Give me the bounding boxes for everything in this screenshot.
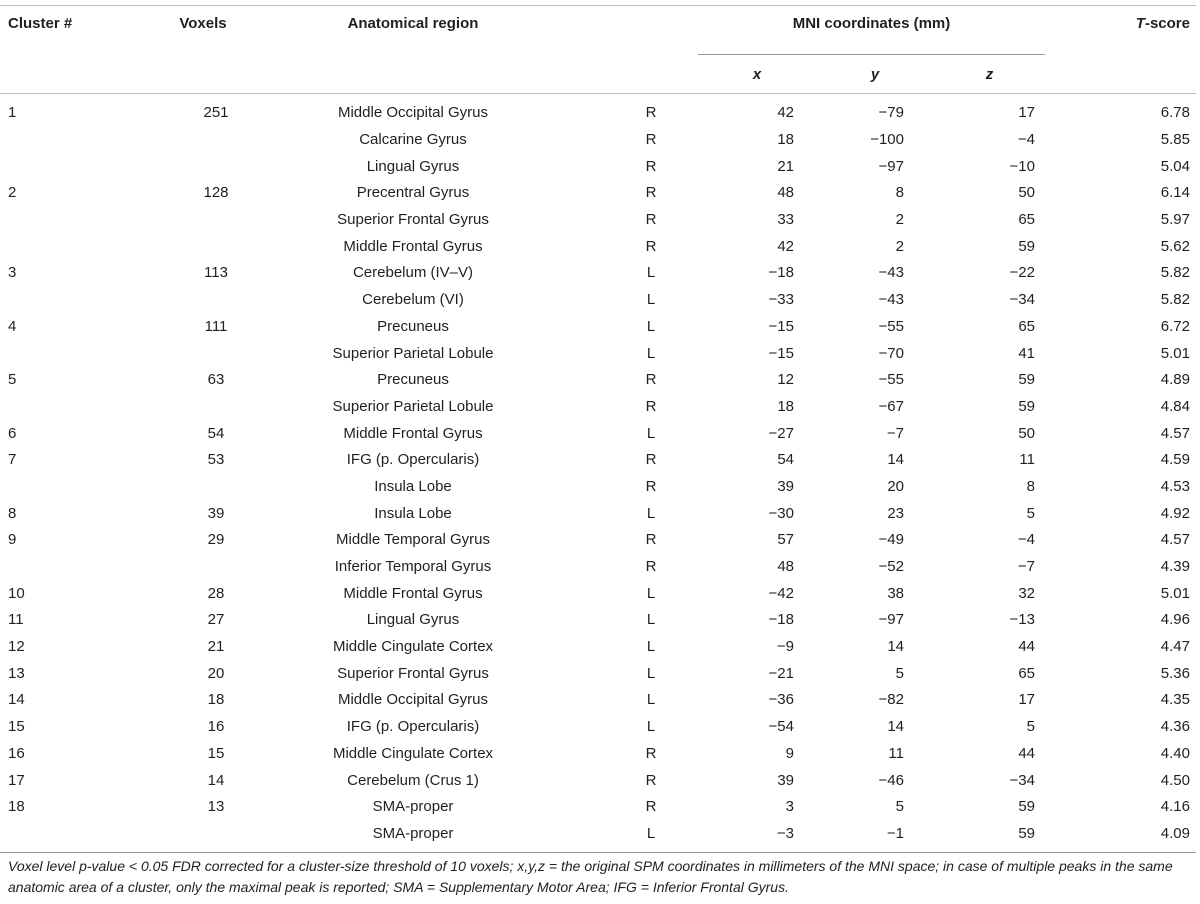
- table-row: [0, 741, 1196, 768]
- cell-cluster: 18: [8, 798, 25, 816]
- cell-z: −4: [1017, 531, 1035, 549]
- cell-region: Superior Frontal Gyrus: [337, 211, 489, 229]
- cell-y: −55: [878, 371, 904, 389]
- cell-y: 5: [895, 798, 904, 816]
- table-row: [0, 367, 1196, 394]
- cell-cluster: [0, 554, 118, 581]
- table-row: [0, 447, 1196, 474]
- cell-cluster: 11: [8, 611, 24, 629]
- cell-x: 39: [777, 477, 794, 495]
- cell-x: −21: [768, 664, 794, 682]
- cell-region: Cerebelum (Crus 1): [347, 771, 479, 789]
- cell-tscore: 4.16: [1160, 798, 1190, 816]
- table-row: [0, 153, 1196, 180]
- cell-y: −79: [878, 104, 904, 122]
- cell-region: Middle Cingulate Cortex: [332, 744, 494, 762]
- cell-region: Superior Parietal Lobule: [332, 397, 494, 415]
- cell-voxels: [118, 287, 288, 314]
- header-cluster: Cluster #: [8, 15, 73, 32]
- cell-gap: [1045, 340, 1085, 367]
- cell-z: 44: [1018, 638, 1035, 656]
- header-gap: [1045, 6, 1085, 56]
- cell-region: Cerebelum (VI): [362, 291, 464, 309]
- cell-y: −49: [878, 531, 904, 549]
- cell-cluster: 8: [8, 504, 17, 522]
- cell-x: 21: [777, 157, 794, 175]
- cell-region: SMA-proper: [372, 798, 454, 816]
- cell-voxels: 111: [204, 317, 228, 335]
- cell-y: 11: [888, 744, 904, 762]
- cell-tscore: 4.40: [1160, 744, 1190, 762]
- cell-y: −100: [870, 131, 904, 149]
- cell-hemisphere: L: [646, 317, 656, 335]
- cell-z: 59: [1018, 798, 1035, 816]
- cell-gap: [1045, 741, 1085, 768]
- cell-z: 8: [1026, 477, 1035, 495]
- cell-hemisphere: L: [646, 611, 656, 629]
- table-row: [0, 207, 1196, 234]
- cell-hemisphere: R: [645, 744, 657, 762]
- cell-tscore: 4.57: [1160, 531, 1190, 549]
- cell-x: −15: [768, 344, 794, 362]
- cell-hemisphere: R: [645, 451, 657, 469]
- cell-hemisphere: R: [645, 798, 657, 816]
- cell-x: −18: [768, 611, 794, 629]
- cell-voxels: [118, 233, 288, 260]
- cell-cluster: [0, 821, 118, 853]
- cell-y: −82: [878, 691, 904, 709]
- cell-x: 33: [777, 211, 794, 229]
- cell-y: −52: [878, 558, 904, 576]
- table-row: [0, 554, 1196, 581]
- cell-hemisphere: L: [646, 424, 656, 442]
- cell-cluster: [0, 127, 118, 154]
- cell-x: 42: [777, 237, 794, 255]
- cell-region: Lingual Gyrus: [366, 157, 460, 175]
- cell-x: 39: [777, 771, 794, 789]
- cell-gap: [1045, 714, 1085, 741]
- cell-z: 5: [1026, 718, 1035, 736]
- header-z: z: [985, 65, 994, 83]
- cell-x: 42: [777, 104, 794, 122]
- table-row: [0, 233, 1196, 260]
- cell-gap: [1045, 260, 1085, 287]
- cell-gap: [1045, 687, 1085, 714]
- cell-voxels: [118, 821, 288, 853]
- cell-x: −33: [768, 291, 794, 309]
- cell-region: Middle Frontal Gyrus: [343, 584, 483, 602]
- header-tscore-t: T: [1135, 15, 1145, 32]
- cell-voxels: 21: [207, 638, 225, 656]
- cell-gap: [1045, 127, 1085, 154]
- cell-cluster: [0, 207, 118, 234]
- cell-hemisphere: L: [538, 821, 698, 853]
- cell-cluster: 16: [8, 744, 25, 762]
- table-row: [0, 821, 1196, 853]
- table-row: [0, 394, 1196, 421]
- cell-x: 57: [777, 531, 794, 549]
- header-tscore-rest: -score: [1144, 15, 1190, 32]
- cell-x: 18: [777, 397, 794, 415]
- cell-region: Middle Occipital Gyrus: [337, 104, 489, 122]
- cell-z: 59: [1018, 397, 1035, 415]
- cell-hemisphere: R: [645, 531, 657, 549]
- cell-gap: [1045, 233, 1085, 260]
- cell-region: Superior Frontal Gyrus: [337, 664, 489, 682]
- cell-tscore: 5.62: [1160, 237, 1190, 255]
- header-hemisphere: [538, 6, 698, 56]
- cell-x: −42: [768, 584, 794, 602]
- table-row: [0, 180, 1196, 207]
- cell-z: 50: [1018, 424, 1035, 442]
- cell-cluster: [0, 233, 118, 260]
- cell-x: −54: [768, 718, 794, 736]
- cell-hemisphere: R: [645, 237, 657, 255]
- cell-y: 2: [895, 211, 904, 229]
- cell-gap: [1045, 367, 1085, 394]
- cell-y: 5: [895, 664, 904, 682]
- cell-region: Inferior Temporal Gyrus: [334, 558, 492, 576]
- cell-x: −36: [768, 691, 794, 709]
- cell-cluster: [0, 287, 118, 314]
- cell-x: 48: [777, 558, 794, 576]
- table-row: [0, 287, 1196, 314]
- cell-z: 32: [1018, 584, 1035, 602]
- cell-voxels: [118, 207, 288, 234]
- cell-voxels: [118, 340, 288, 367]
- header-voxels: Voxels: [179, 15, 227, 32]
- cell-hemisphere: R: [645, 104, 657, 122]
- cell-hemisphere: L: [646, 638, 656, 656]
- cell-tscore: 4.92: [1160, 504, 1190, 522]
- table-body: [0, 94, 1196, 853]
- cell-region: Insula Lobe: [374, 477, 452, 495]
- cell-hemisphere: R: [645, 184, 657, 202]
- cell-hemisphere: L: [646, 691, 656, 709]
- cell-region: Cerebelum (IV–V): [352, 264, 474, 282]
- cell-gap: [1045, 394, 1085, 421]
- cell-tscore: 4.53: [1160, 477, 1190, 495]
- cell-cluster: 12: [8, 638, 25, 656]
- header-region: Anatomical region: [347, 15, 479, 32]
- cell-y: −67: [878, 397, 904, 415]
- cell-z: −7: [1017, 558, 1035, 576]
- cell-hemisphere: L: [646, 584, 656, 602]
- cell-gap: [1045, 474, 1085, 501]
- cell-region: Calcarine Gyrus: [359, 131, 467, 149]
- cell-voxels: [118, 127, 288, 154]
- cell-cluster: 17: [8, 771, 25, 789]
- cell-voxels: [118, 554, 288, 581]
- table-footnote: Voxel level p-value < 0.05 FDR corrected for a cluster-size threshold of 10 voxels; x,y,z = the original SPM coordinates in millimeters of the MNI space; in case of multiple peaks in the same anatomic area of a cluster, only the maximal peak is reported; SMA = Supplementary Motor Area; IFG = Inferior Frontal Gyrus.: [8, 858, 1173, 895]
- table-row: [0, 260, 1196, 287]
- cell-cluster: 1: [8, 104, 17, 122]
- cell-z: −10: [1009, 157, 1035, 175]
- cell-hemisphere: L: [646, 291, 656, 309]
- cell-voxels: 29: [207, 531, 225, 549]
- cell-z: −34: [1009, 291, 1035, 309]
- cell-gap: [1045, 527, 1085, 554]
- header-x: x: [752, 65, 762, 83]
- cell-gap: [1045, 554, 1085, 581]
- table-row: [0, 580, 1196, 607]
- cell-x: −3: [698, 821, 816, 853]
- cell-region: IFG (p. Opercularis): [346, 718, 480, 736]
- table-row: [0, 94, 1196, 127]
- table-row: [0, 660, 1196, 687]
- cell-voxels: 113: [204, 264, 228, 282]
- cell-voxels: 20: [207, 664, 225, 682]
- cell-tscore: 4.59: [1160, 451, 1190, 469]
- cell-gap: [1045, 821, 1085, 853]
- cell-voxels: [118, 394, 288, 421]
- cell-y: 14: [887, 451, 904, 469]
- cell-gap: [1045, 580, 1085, 607]
- cell-y: −46: [878, 771, 904, 789]
- cell-gap: [1045, 287, 1085, 314]
- table-row: [0, 340, 1196, 367]
- cell-cluster: [0, 153, 118, 180]
- cell-tscore: 5.97: [1160, 211, 1190, 229]
- cell-y: 38: [887, 584, 904, 602]
- cell-z: 50: [1018, 184, 1035, 202]
- cell-z: 59: [1018, 371, 1035, 389]
- table-row: [0, 527, 1196, 554]
- cell-y: −70: [878, 344, 904, 362]
- cell-x: −18: [768, 264, 794, 282]
- cell-y: −1: [816, 821, 934, 853]
- cell-tscore: 4.47: [1160, 638, 1190, 656]
- cell-z: 59: [1018, 237, 1035, 255]
- cell-y: −97: [878, 157, 904, 175]
- cell-z: 41: [1018, 344, 1035, 362]
- cell-x: −27: [768, 424, 794, 442]
- cell-z: −13: [1009, 611, 1035, 629]
- cell-z: 11: [1019, 451, 1035, 469]
- cell-voxels: [118, 153, 288, 180]
- cell-tscore: 5.01: [1160, 584, 1190, 602]
- cell-z: −34: [1009, 771, 1035, 789]
- cell-region: Superior Parietal Lobule: [332, 344, 494, 362]
- table-row: [0, 767, 1196, 794]
- cell-gap: [1045, 447, 1085, 474]
- table-row: [0, 314, 1196, 341]
- cell-region: Middle Cingulate Cortex: [332, 638, 494, 656]
- cell-voxels: 39: [207, 504, 225, 522]
- header-y: y: [870, 65, 880, 83]
- cell-voxels: 27: [207, 611, 225, 629]
- cell-cluster: 2: [8, 184, 17, 202]
- cell-y: 2: [895, 237, 904, 255]
- cell-voxels: 53: [207, 451, 225, 469]
- cell-voxels: 128: [203, 184, 229, 202]
- table-row: [0, 687, 1196, 714]
- cell-cluster: 6: [8, 424, 17, 442]
- cell-x: 48: [777, 184, 794, 202]
- cell-x: 18: [777, 131, 794, 149]
- cell-tscore: 6.14: [1160, 184, 1190, 202]
- cell-cluster: 10: [8, 584, 25, 602]
- cell-hemisphere: R: [645, 477, 657, 495]
- cell-gap: [1045, 94, 1085, 127]
- cell-tscore: 5.36: [1160, 664, 1190, 682]
- cell-cluster: [0, 340, 118, 367]
- cell-hemisphere: L: [646, 504, 656, 522]
- cell-tscore: 4.84: [1160, 397, 1190, 415]
- cell-y: 23: [887, 504, 904, 522]
- cell-y: 14: [887, 638, 904, 656]
- cell-hemisphere: R: [645, 211, 657, 229]
- cell-voxels: 28: [207, 584, 225, 602]
- cell-tscore: 5.82: [1160, 264, 1190, 282]
- cell-gap: [1045, 207, 1085, 234]
- cell-voxels: 15: [207, 744, 225, 762]
- table-row: [0, 420, 1196, 447]
- cell-region: IFG (p. Opercularis): [346, 451, 480, 469]
- cell-z: 65: [1018, 664, 1035, 682]
- cell-tscore: 4.57: [1160, 424, 1190, 442]
- cell-hemisphere: L: [646, 664, 656, 682]
- cell-region: Precuneus: [377, 317, 449, 335]
- cell-y: −43: [878, 291, 904, 309]
- cell-z: 17: [1018, 691, 1035, 709]
- cell-voxels: [118, 474, 288, 501]
- cell-z: 44: [1018, 744, 1035, 762]
- cell-cluster: 5: [8, 371, 17, 389]
- cell-cluster: 3: [8, 264, 17, 282]
- header-tscore: [1085, 6, 1196, 56]
- cell-tscore: 4.39: [1160, 558, 1190, 576]
- cell-y: −55: [878, 317, 904, 335]
- cell-gap: [1045, 153, 1085, 180]
- cell-hemisphere: L: [646, 264, 656, 282]
- cell-hemisphere: R: [645, 157, 657, 175]
- cell-tscore: 4.96: [1160, 611, 1190, 629]
- cell-x: −9: [776, 638, 794, 656]
- cell-y: −43: [878, 264, 904, 282]
- cell-region: Middle Frontal Gyrus: [343, 424, 483, 442]
- cell-voxels: 16: [207, 718, 225, 736]
- cell-tscore: 6.78: [1160, 104, 1190, 122]
- table-row: [0, 714, 1196, 741]
- table-row: [0, 794, 1196, 821]
- cell-gap: [1045, 607, 1085, 634]
- cell-x: 54: [777, 451, 794, 469]
- cell-gap: [1045, 794, 1085, 821]
- cell-region: Insula Lobe: [374, 504, 452, 522]
- table-row: [0, 127, 1196, 154]
- cell-voxels: 251: [203, 104, 229, 122]
- cell-gap: [1045, 767, 1085, 794]
- table-row: [0, 607, 1196, 634]
- cell-region: SMA-proper: [288, 821, 538, 853]
- cell-region: Precuneus: [377, 371, 449, 389]
- cell-tscore: 5.85: [1160, 131, 1190, 149]
- table-row: [0, 474, 1196, 501]
- table-header: [0, 6, 1196, 94]
- results-table: [0, 5, 1196, 853]
- cell-z: 5: [1026, 504, 1035, 522]
- cell-voxels: 18: [207, 691, 225, 709]
- cell-hemisphere: L: [646, 718, 656, 736]
- cell-x: 3: [785, 798, 794, 816]
- cell-region: Middle Occipital Gyrus: [337, 691, 489, 709]
- cell-tscore: 6.72: [1160, 317, 1190, 335]
- cell-y: −7: [886, 424, 904, 442]
- cell-z: 65: [1018, 211, 1035, 229]
- cell-voxels: 54: [207, 424, 225, 442]
- cell-y: 14: [887, 718, 904, 736]
- cell-hemisphere: R: [645, 371, 657, 389]
- cell-tscore: 4.35: [1160, 691, 1190, 709]
- cell-y: 8: [895, 184, 904, 202]
- cell-region: Lingual Gyrus: [366, 611, 460, 629]
- cell-gap: [1045, 314, 1085, 341]
- table-row: [0, 634, 1196, 661]
- cell-cluster: 13: [8, 664, 25, 682]
- cell-z: 65: [1018, 317, 1035, 335]
- cell-z: 17: [1018, 104, 1035, 122]
- cell-gap: [1045, 634, 1085, 661]
- cell-x: −15: [768, 317, 794, 335]
- cell-cluster: 9: [8, 531, 17, 549]
- cell-hemisphere: L: [646, 344, 656, 362]
- cell-tscore: 4.50: [1160, 771, 1190, 789]
- cell-hemisphere: R: [645, 131, 657, 149]
- cell-tscore: 5.82: [1160, 291, 1190, 309]
- cell-tscore: 5.01: [1160, 344, 1190, 362]
- cell-tscore: 4.09: [1085, 821, 1196, 853]
- cell-voxels: 63: [207, 371, 225, 389]
- cell-z: −4: [1017, 131, 1035, 149]
- cell-x: 9: [785, 744, 794, 762]
- cell-tscore: 4.36: [1160, 718, 1190, 736]
- cell-y: −97: [878, 611, 904, 629]
- cell-z: −22: [1009, 264, 1035, 282]
- cell-hemisphere: R: [645, 397, 657, 415]
- cell-region: Middle Temporal Gyrus: [336, 531, 490, 549]
- cell-region: Middle Frontal Gyrus: [343, 237, 483, 255]
- cell-gap: [1045, 180, 1085, 207]
- header-mni: MNI coordinates (mm): [698, 6, 1045, 56]
- cell-voxels: 13: [207, 798, 225, 816]
- cell-tscore: 4.89: [1160, 371, 1190, 389]
- cell-y: 20: [887, 477, 904, 495]
- cell-gap: [1045, 420, 1085, 447]
- cell-region: Precentral Gyrus: [356, 184, 470, 202]
- cell-hemisphere: R: [645, 558, 657, 576]
- cell-x: −30: [768, 504, 794, 522]
- cell-x: 12: [777, 371, 794, 389]
- cell-cluster: [0, 474, 118, 501]
- cell-cluster: 7: [8, 451, 17, 469]
- cell-cluster: 14: [8, 691, 25, 709]
- cell-gap: [1045, 500, 1085, 527]
- table-row: [0, 500, 1196, 527]
- cell-tscore: 5.04: [1160, 157, 1190, 175]
- cell-cluster: 4: [8, 317, 17, 335]
- cell-gap: [1045, 660, 1085, 687]
- cell-cluster: 15: [8, 718, 25, 736]
- cell-z: 59: [934, 821, 1045, 853]
- cell-voxels: 14: [207, 771, 225, 789]
- cell-cluster: [0, 394, 118, 421]
- cell-hemisphere: R: [645, 771, 657, 789]
